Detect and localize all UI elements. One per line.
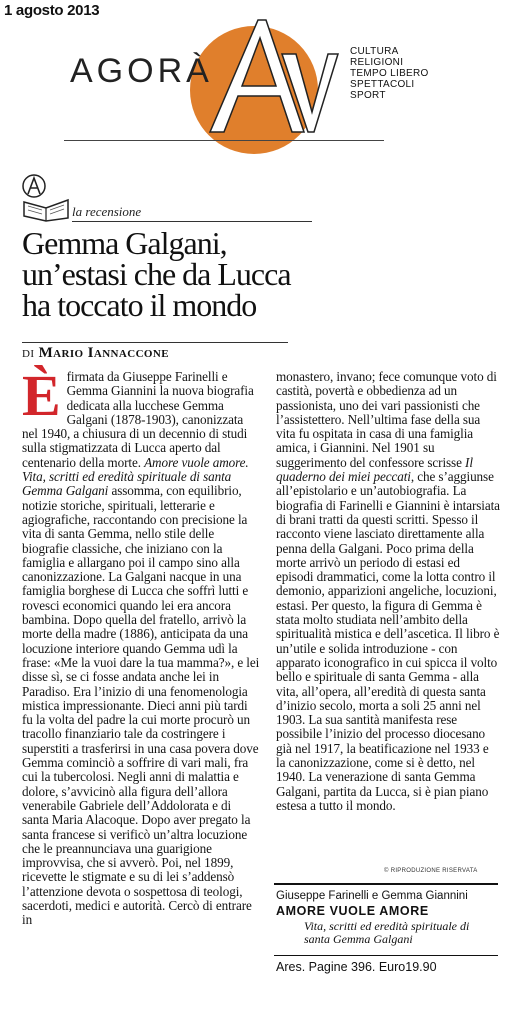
byline — [22, 345, 169, 362]
book-subtitle: Vita, scritti ed eredità spirituale di santa Gemma Galgani — [304, 919, 470, 946]
byline-rule — [22, 342, 288, 343]
drop-cap: È — [22, 363, 61, 428]
article-column-left — [22, 363, 260, 928]
headline-line: un’estasi che da Lucca — [22, 256, 291, 292]
masthead — [0, 0, 512, 150]
issue-date: 1 agosto 2013 — [4, 2, 100, 19]
section-label: SPORT — [350, 90, 386, 101]
av-logo-icon — [200, 14, 340, 144]
book-box-top-rule — [274, 883, 498, 885]
body-text: firmata da Giuseppe Farinelli e Gemma Giannini la nuova biografia dedicata alla lucchese Gemma Galgani (1878-1903), canonizzata nel 1940, a chiusura di un decennio di studi sulla stigmatizzata di Lucca aperto dal centenario della morte. — [22, 369, 254, 470]
book-box-mid-rule — [274, 955, 498, 956]
headline — [22, 225, 492, 323]
section-label: TEMPO LIBERO — [350, 68, 429, 79]
av-logo — [200, 14, 340, 149]
headline-line: Gemma Galgani, — [22, 225, 227, 261]
rights-notice: © RIPRODUZIONE RISERVATA — [384, 868, 478, 874]
book-authors: Giuseppe Farinelli e Gemma Giannini — [276, 890, 468, 902]
body-text: , che s’aggiunse all’epistolario e un’autobiografia. La biografia di Farinelli e Giannini è intarsiata di brani tratti da questi scritti. Spesso il racconto viene lasciato direttamente alla penna della Galgani. Poco prima della morte arrivò un periodo di estasi ed episodi drammatici, come la lotta contro il demonio, apparizioni angeliche, locuzioni, estasi. Per questo, la figura di Gemma è stata molto studiata nell’ambito della spiritualità mistica e dell’ascetica. Il libro è un’utile e solida introduzione - con apparato iconografico in cui spicca il volto bello e spirituale di santa Gemma - alla vita, all’opera, all’eredità di questa santa d’inizio secolo, morta a soli 25 anni nel 1903. La sua santità manifesta rese possibile l’inizio del processo diocesano già nel 1917, la beatificazione nel 1933 e la canonizzazione, come si è detto, nel 1940. La venerazione di santa Gemma Galgani, partita da Lucca, si è pian piano estesa a tutto il mondo. — [276, 469, 500, 813]
section-label: SPETTACOLI — [350, 79, 415, 90]
byline-prefix: di — [22, 345, 35, 361]
masthead-sections — [350, 46, 429, 101]
rubric-rule — [72, 221, 312, 222]
article-column-right — [276, 370, 500, 813]
book-price: Ares. Pagine 396. Euro19.90 — [276, 960, 437, 974]
masthead-rule — [64, 140, 384, 141]
rubric-label: la recensione — [72, 204, 142, 219]
book-reader-icon — [20, 172, 72, 222]
section-label: RELIGIONI — [350, 57, 404, 68]
body-text: assomma, con equilibrio, notizie storiche, spirituali, letterarie e agiografiche, raccontando con precisione la vita di santa Gemma, nello stile delle biografie classiche, che iniziano con la famiglia e allargano poi il campo sino alla canonizzazione. La Galgani nacque in una famiglia borghese di Lucca che soffrì lutti e rovesci economici quando lei era ancora bambina. Dopo quella del fratello, arrivò la morte della madre (1886), anticipata da una locuzione interiore quando Gemma udì la frase: «Me la vuoi dare la tua mamma?», e lei disse sì, se ci fosse andata anche lei in Paradiso. Era l’inizio di una fenomenologia mistica impressionante. Dieci anni più tardi fu la volta del padre la cui morte procurò un tracollo finanziario tale da costringere i superstiti a trasferirsi in una casa povera dove Gemma cominciò a soffrire di vari mali, fra cui la tubercolosi. Negli anni di malattia e dolore, s’avvicinò alla figura dell’allora venerabile Gabriele dell’Addolorata e di santa Maria Alacoque. Dopo aver pregato la santa francese si verificò un’altra locuzione che le preannunciava una guarigione improvvisa, che si avverò. Poi, nel 1899, ricevette le stigmate e su di lei s’addensò l’attenzione devota o sospettosa di teologi, sacerdoti, medici e autorità. Cercò di entrare in — [22, 483, 260, 928]
book-title: AMORE VUOLE AMORE — [276, 904, 429, 918]
book-title-italic: Amore vuole amore. Vita, scritti ed eredità spirituale di santa Gemma Galgani — [22, 454, 249, 499]
diary-title-italic: Il quaderno dei miei peccati — [276, 454, 473, 485]
section-label: CULTURA — [350, 46, 399, 57]
masthead-title: AGORÀ — [70, 52, 213, 90]
headline-line: ha toccato il mondo — [22, 287, 257, 323]
body-text: monastero, invano; fece comunque voto di castità, povertà e obbedienza ad un passionista, uno dei vari passionisti che l’assistettero. Nell’ultima fase della sua vita fu ospitata in casa di una famiglia amica, i Giannini. Nel 1901 su suggerimento del confessore scrisse — [276, 369, 497, 470]
author-name: Mario Iannaccone — [38, 345, 169, 361]
